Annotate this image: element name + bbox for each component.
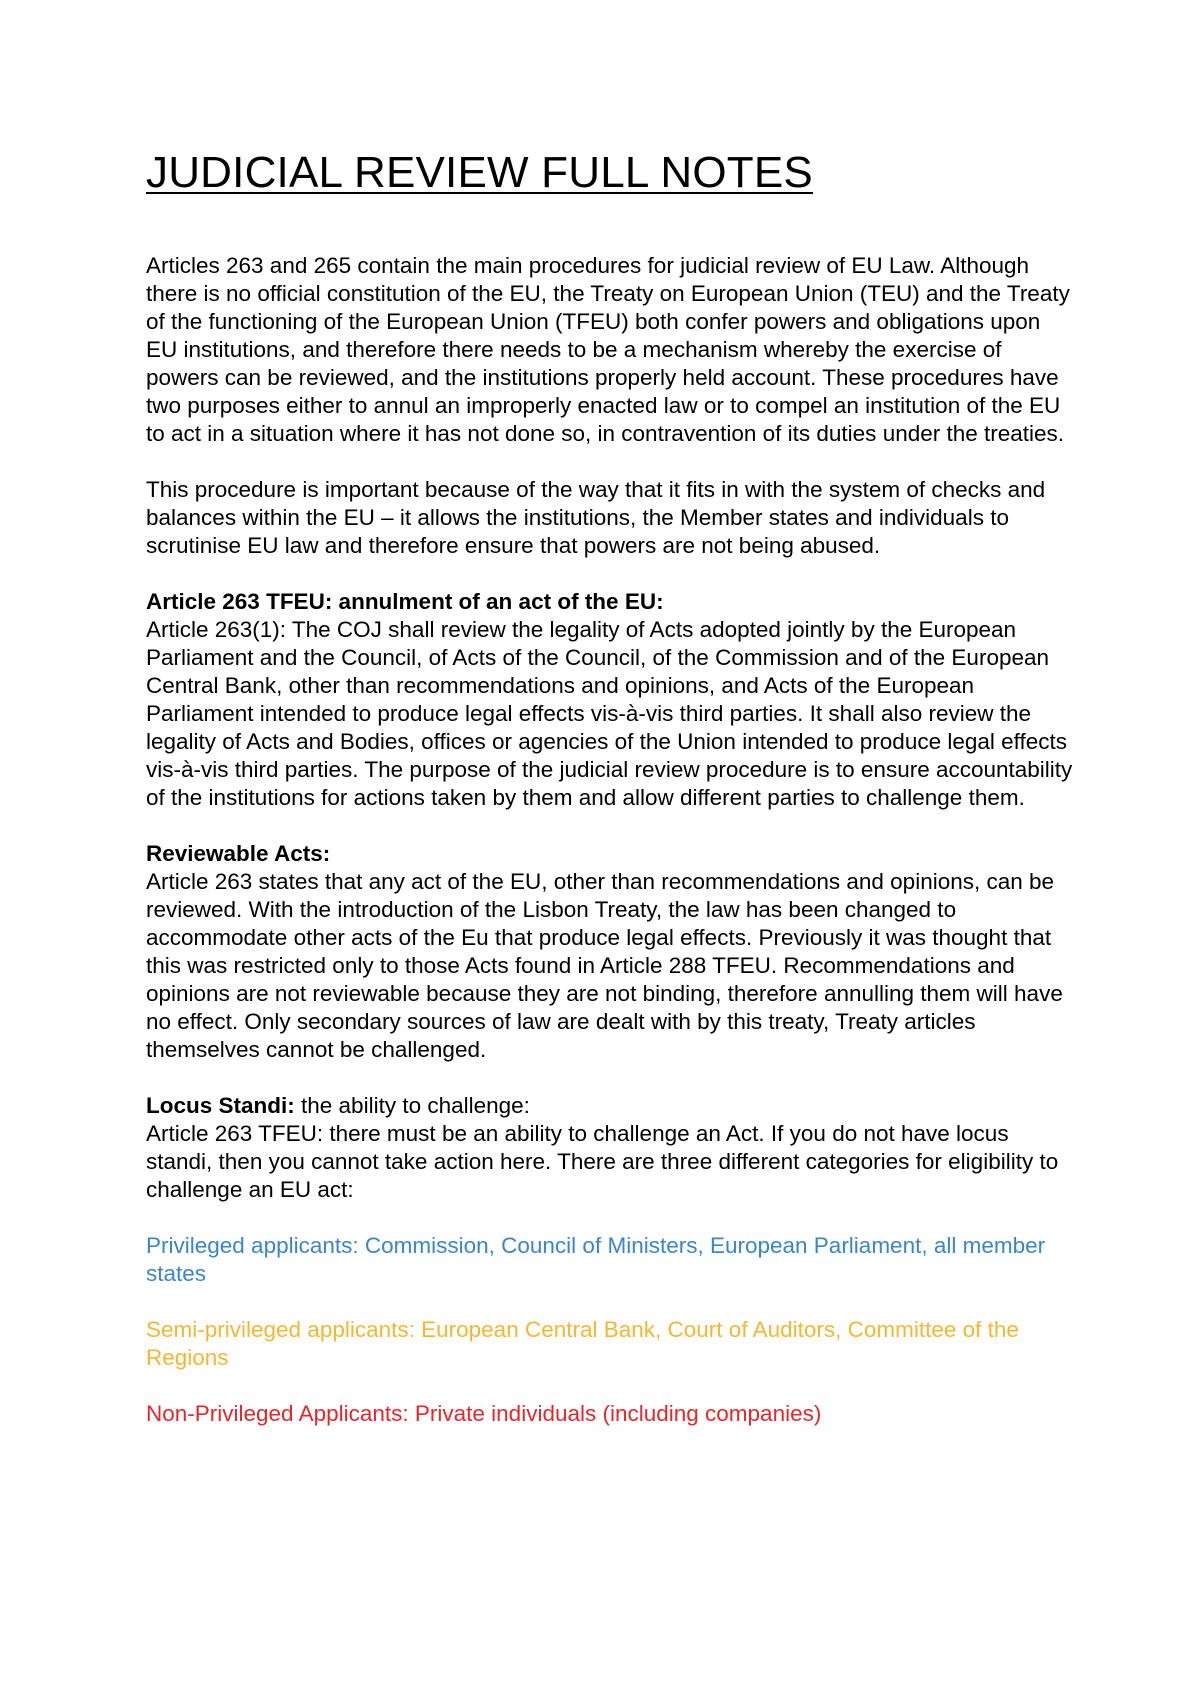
importance-paragraph: This procedure is important because of the way that it fits in with the system of checks and balances within the EU – it allows the institutions, the Member states and individuals to scrutinise EU law and therefore ensure that powers are not being abused. xyxy=(146,477,1046,558)
document-page xyxy=(146,146,1076,1456)
article-263-section xyxy=(146,588,1076,812)
reviewable-acts-section xyxy=(146,840,1076,1064)
article-263-body: Article 263(1): The COJ shall review the legality of Acts adopted jointly by the European Parliament and the Council, of Acts of the Council, of the Commission and of the European Central Bank, other than recommendations and opinions, and Acts of the European Parliament intended to produce legal effects vis-à-vis third parties. It shall also review the legality of Acts and Bodies, offices or agencies of the Union intended to produce legal effects vis-à-vis third parties. The purpose of the judicial review procedure is to ensure accountability of the institutions for actions taken by them and allow different parties to challenge them. xyxy=(146,617,1073,810)
privileged-applicants: Privileged applicants: Commission, Council of Ministers, European Parliament, all member states xyxy=(146,1233,1046,1286)
locus-standi-body: Article 263 TFEU: there must be an ability to challenge an Act. If you do not have locus standi, then you cannot take action here. There are three different categories for eligibility to challenge an EU act: xyxy=(146,1121,1059,1202)
non-privileged-applicants: Non-Privileged Applicants: Private individuals (including companies) xyxy=(146,1401,822,1426)
document-title: JUDICIAL REVIEW FULL NOTES xyxy=(146,148,813,197)
intro-paragraph: Articles 263 and 265 contain the main procedures for judicial review of EU Law. Although there is no official constitution of the EU, the Treaty on European Union (TEU) and the Treaty of the functioning of the European Union (TFEU) both confer powers and obligations upon EU institutions, and therefore there needs to be a mechanism whereby the exercise of powers can be reviewed, and the institutions properly held account. These procedures have two purposes either to annul an improperly enacted law or to compel an institution of the EU to act in a situation where it has not done so, in contravention of its duties under the treaties. xyxy=(146,253,1070,446)
reviewable-acts-body: Article 263 states that any act of the EU, other than recommendations and opinions, can be reviewed. With the introduction of the Lisbon Treaty, the law has been changed to accommodate other acts of the Eu that produce legal effects. Previously it was thought that this was restricted only to those Acts found in Article 288 TFEU. Recommendations and opinions are not reviewable because they are not binding, therefore annulling them will have no effect. Only secondary sources of law are dealt with by this treaty, Treaty articles themselves cannot be challenged. xyxy=(146,869,1063,1062)
locus-standi-heading-line xyxy=(146,1092,1076,1120)
locus-standi-heading: Locus Standi: xyxy=(146,1093,295,1118)
locus-standi-heading-rest: the ability to challenge: xyxy=(294,1093,530,1118)
article-263-heading: Article 263 TFEU: annulment of an act of the EU: xyxy=(146,589,664,614)
locus-standi-section xyxy=(146,1092,1076,1204)
semi-privileged-applicants: Semi-privileged applicants: European Central Bank, Court of Auditors, Committee of the Regions xyxy=(146,1317,1019,1370)
reviewable-acts-heading: Reviewable Acts: xyxy=(146,841,331,866)
